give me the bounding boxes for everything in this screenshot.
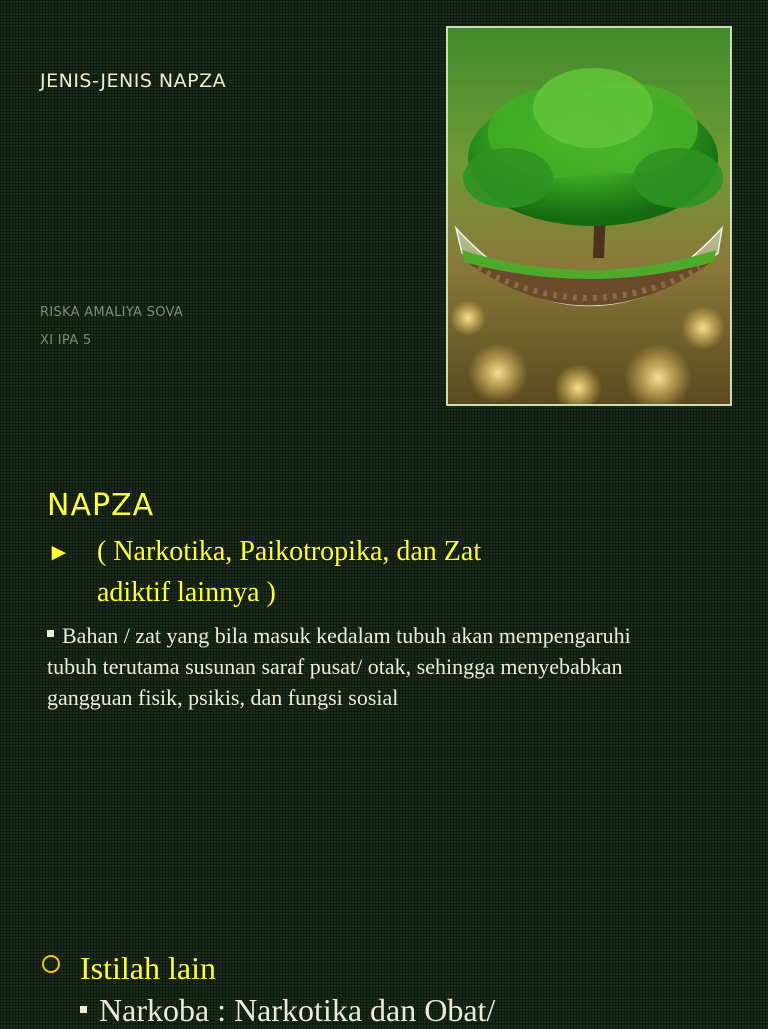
author-name: RISKA AMALIYA SOVA: [40, 305, 184, 320]
tree-illustration: [448, 28, 730, 404]
title-slide: [0, 0, 768, 430]
circle-bullet-icon: [42, 955, 60, 973]
square-bullet-icon: [47, 630, 54, 637]
class-name: XI IPA 5: [40, 333, 92, 348]
description-text: Bahan / zat yang bila masuk kedalam tubuh akan mempengaruhi tubuh terutama susunan saraf pusat/ otak, sehingga menyebabkan gangguan fisik, psikis, dan fungsi sosial: [47, 623, 631, 710]
subtitle-line-2: adiktif lainnya ): [97, 577, 276, 608]
other-terms-heading: Istilah lain: [80, 950, 216, 986]
other-terms-slide: [0, 920, 768, 1028]
list-item: [80, 992, 495, 1029]
right-pointer-icon: ►: [47, 540, 71, 566]
napza-subtitle: [47, 532, 607, 613]
list-item-text: Narkoba : Narkotika dan Obat/: [99, 992, 496, 1028]
subtitle-line-1: ( Narkotika, Paikotropika, dan Zat: [97, 536, 482, 567]
slide-title: JENIS-JENIS NAPZA: [40, 70, 227, 92]
napza-description: [47, 620, 647, 713]
square-bullet-icon: [80, 1006, 87, 1013]
napza-definition-slide: [0, 440, 768, 910]
tree-in-eggshell-photo: [446, 26, 732, 406]
napza-heading: NAPZA: [47, 488, 155, 523]
